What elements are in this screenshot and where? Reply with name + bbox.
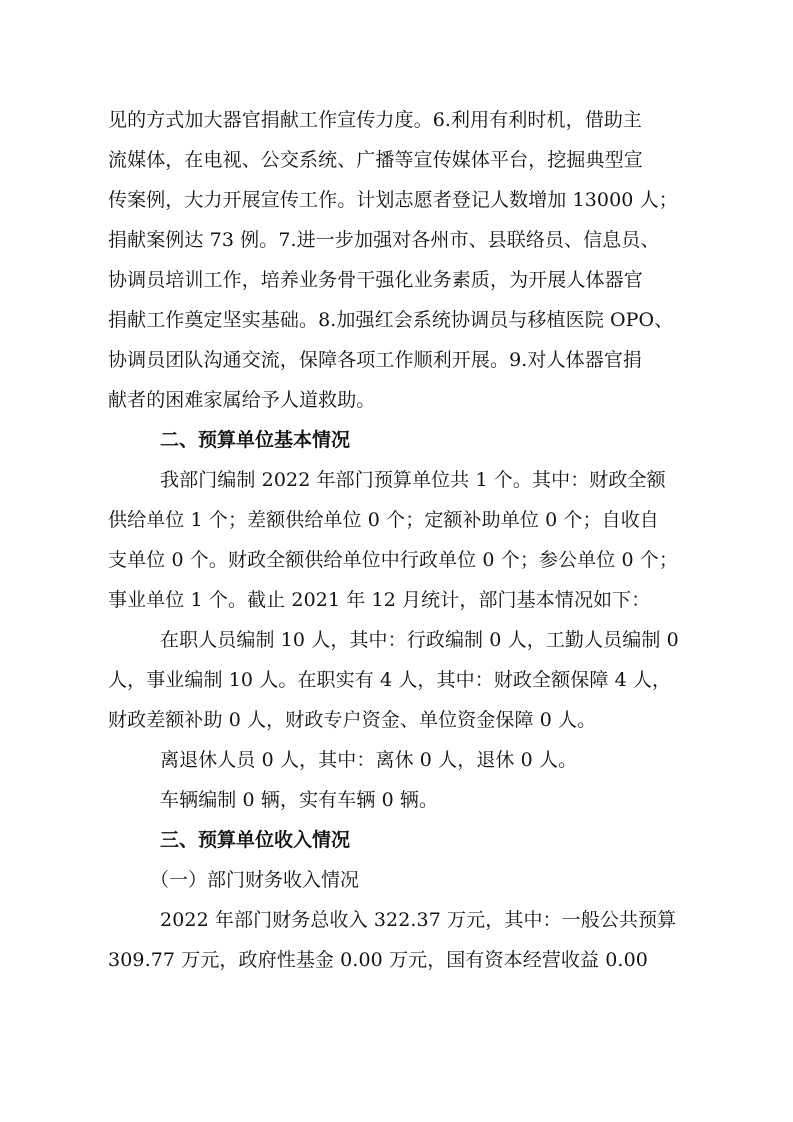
paragraph-line: 捐献工作奠定坚实基础。8.加强红会系统协调员与移植医院 OPO、 bbox=[108, 309, 674, 331]
paragraph-line: 人，事业编制 10 人。在职实有 4 人，其中：财政全额保障 4 人， bbox=[108, 669, 672, 691]
paragraph-line: 见的方式加大器官捐献工作宣传力度。6.利用有利时机，借助主 bbox=[108, 109, 643, 131]
paragraph-line: 事业单位 1 个。截止 2021 年 12 月统计，部门基本情况如下： bbox=[108, 589, 651, 611]
paragraph-line: 财政差额补助 0 人，财政专户资金、单位资金保障 0 人。 bbox=[108, 709, 597, 731]
paragraph-line: 协调员培训工作，培养业务骨干强化业务素质，为开展人体器官 bbox=[108, 269, 643, 291]
paragraph-line: 供给单位 1 个；差额供给单位 0 个；定额补助单位 0 个；自收自 bbox=[108, 509, 659, 531]
paragraph-line: 车辆编制 0 辆，实有车辆 0 辆。 bbox=[160, 789, 439, 811]
sub-heading: （一）部门财务收入情况 bbox=[150, 869, 360, 891]
paragraph-line: 支单位 0 个。财政全额供给单位中行政单位 0 个；参公单位 0 个； bbox=[108, 549, 679, 571]
paragraph-line: 2022 年部门财务总收入 322.37 万元，其中：一般公共预算 bbox=[160, 909, 677, 931]
section-heading: 二、预算单位基本情况 bbox=[160, 429, 351, 451]
paragraph-line: 传案例，大力开展宣传工作。计划志愿者登记人数增加 13000 人； bbox=[108, 189, 678, 211]
paragraph-line: 流媒体，在电视、公交系统、广播等宣传媒体平台，挖掘典型宣 bbox=[108, 149, 643, 171]
paragraph-line: 309.77 万元，政府性基金 0.00 万元，国有资本经营收益 0.00 bbox=[108, 949, 648, 971]
paragraph-line: 离退休人员 0 人，其中：离休 0 人，退休 0 人。 bbox=[160, 749, 578, 771]
paragraph-line: 在职人员编制 10 人，其中：行政编制 0 人，工勤人员编制 0 bbox=[160, 629, 679, 651]
section-heading: 三、预算单位收入情况 bbox=[160, 829, 351, 851]
paragraph-line: 协调员团队沟通交流，保障各项工作顺利开展。9.对人体器官捐 bbox=[108, 349, 643, 371]
paragraph-line: 献者的困难家属给予人道救助。 bbox=[108, 389, 376, 411]
paragraph-line: 捐献案例达 73 例。7.进一步加强对各州市、县联络员、信息员、 bbox=[108, 229, 660, 251]
paragraph-line: 我部门编制 2022 年部门预算单位共 1 个。其中：财政全额 bbox=[160, 469, 666, 491]
